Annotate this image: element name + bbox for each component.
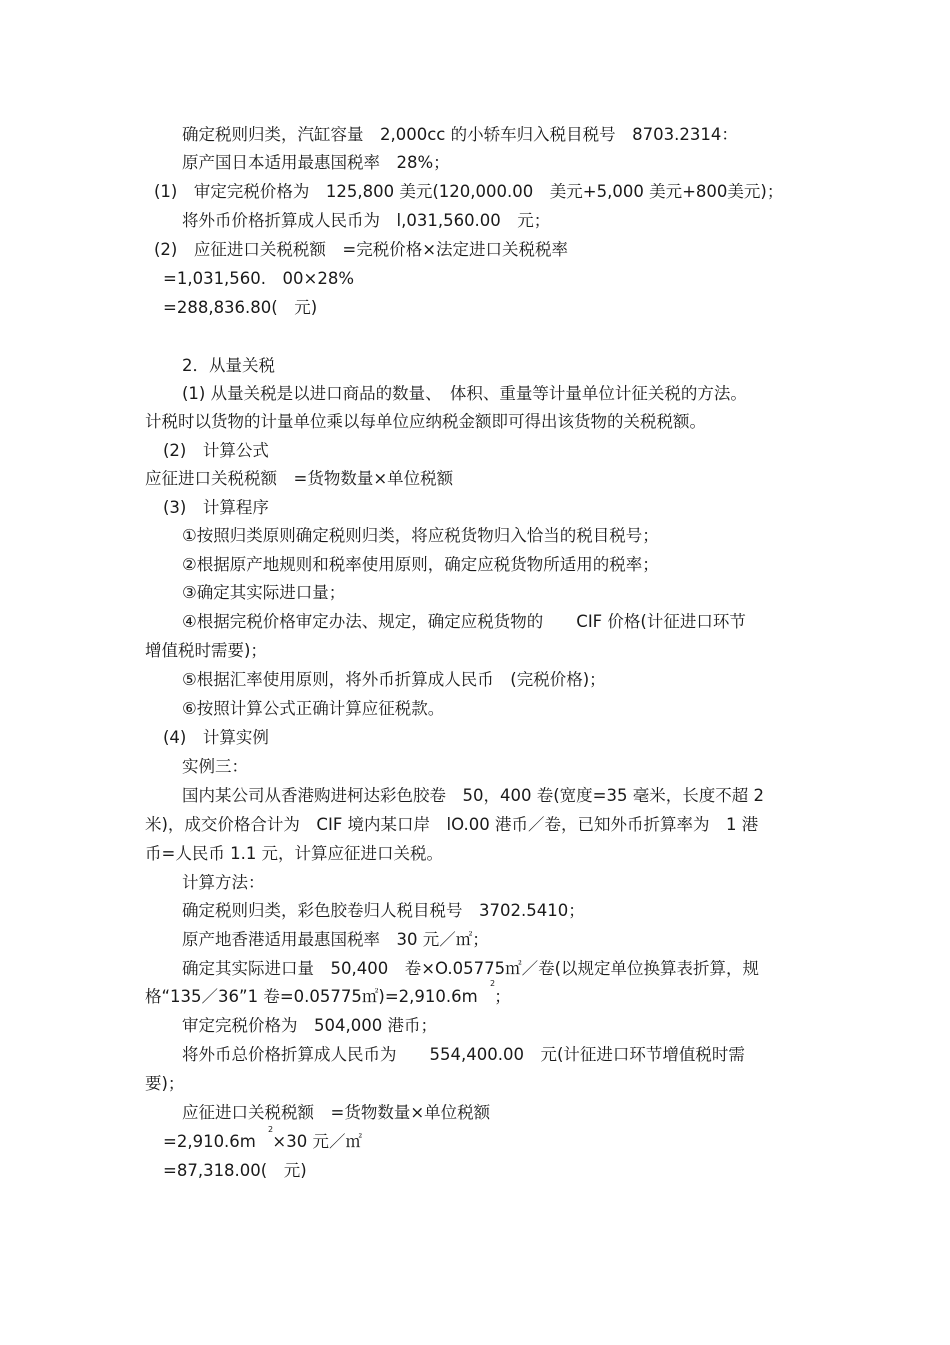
text-line: 计税时以货物的计量单位乘以每单位应纳税金额即可得出该货物的关税税额。 [145, 412, 706, 431]
text-line: 应征进口关税税额 =货物数量×单位税额 [182, 1103, 491, 1122]
list-item: ⑤根据汇率使用原则，将外币折算成人民币 (完税价格)； [182, 670, 606, 689]
text-line: 增值税时需要)； [145, 641, 267, 660]
text-segment: 格“135／36”1 卷=0.05775㎡)=2,910.6m ； [145, 987, 511, 1006]
text-line: 要)； [145, 1074, 185, 1093]
text-line: (3) 计算程序 [163, 498, 269, 517]
list-item: ①按照归类原则确定税则归类，将应税货物归入恰当的税目税号； [182, 526, 659, 545]
text-line: =87,318.00( 元) [163, 1161, 307, 1180]
list-item: ②根据原产地规则和税率使用原则，确定应税货物所适用的税率； [182, 555, 659, 574]
list-item: ⑥按照计算公式正确计算应征税款。 [182, 699, 445, 718]
text-line: 实例三： [182, 757, 248, 776]
text-line: =1,031,560. 00×28% [163, 269, 355, 288]
text-line: 计算方法： [182, 873, 265, 892]
text-line: 米)，成交价格合计为 CIF 境内某口岸 lO.00 港币／卷，已知外币折算率为 1 港 [145, 815, 759, 834]
text-line: (4) 计算实例 [163, 728, 269, 747]
text-line: 原产地香港适用最惠国税率 30 元／㎡； [182, 930, 489, 949]
text-line: 将外币价格折算成人民币为 l,031,560.00 元； [182, 211, 551, 230]
text-line: =2,910.6m ×30 元／㎡ [163, 1132, 362, 1151]
section-heading: 2．从量关税 [182, 356, 275, 375]
text-line: (1) 审定完税价格为 125,800 美元(120,000.00 美元+5,000 美元+800美元)； [154, 182, 784, 201]
text-line: 国内某公司从香港购进柯达彩色胶卷 50，400 卷(宽度=35 毫米，长度不超 2 [182, 786, 764, 805]
text-line [145, 986, 511, 1008]
list-item: ④根据完税价格审定办法、规定，确定应税货物的 CIF 价格(计征进口环节 [182, 612, 746, 631]
text-line: (2) 应征进口关税税额 =完税价格×法定进口关税税率 [154, 240, 569, 259]
text-line: 确定税则归类，彩色胶卷归人税目税号 3702.5410； [182, 901, 585, 920]
text-line: 确定税则归类，汽缸容量 2,000cc 的小轿车归入税目税号 8703.2314： [182, 125, 738, 144]
text-line: (1) 从量关税是以进口商品的数量、 体积、重量等计量单位计征关税的方法。 [182, 384, 747, 403]
text-line: 原产国日本适用最惠国税率 28%； [182, 153, 450, 172]
list-item: ③确定其实际进口量； [182, 583, 346, 602]
text-line: 应征进口关税税额 =货物数量×单位税额 [145, 469, 454, 488]
text-line: 币=人民币 1.1 元，计算应征进口关税。 [145, 844, 444, 863]
superscript: 2 [490, 979, 496, 988]
text-line: 审定完税价格为 504,000 港币； [182, 1016, 437, 1035]
text-line: (2) 计算公式 [163, 441, 269, 460]
text-line: 确定其实际进口量 50,400 卷×O.05775㎡／卷(以规定单位换算表折算，规 [182, 959, 760, 978]
superscript: 2 [268, 1125, 274, 1134]
text-line: =288,836.80( 元) [163, 298, 318, 317]
text-line: 将外币总价格折算成人民币为 554,400.00 元(计征进口环节增值税时需 [182, 1045, 745, 1064]
